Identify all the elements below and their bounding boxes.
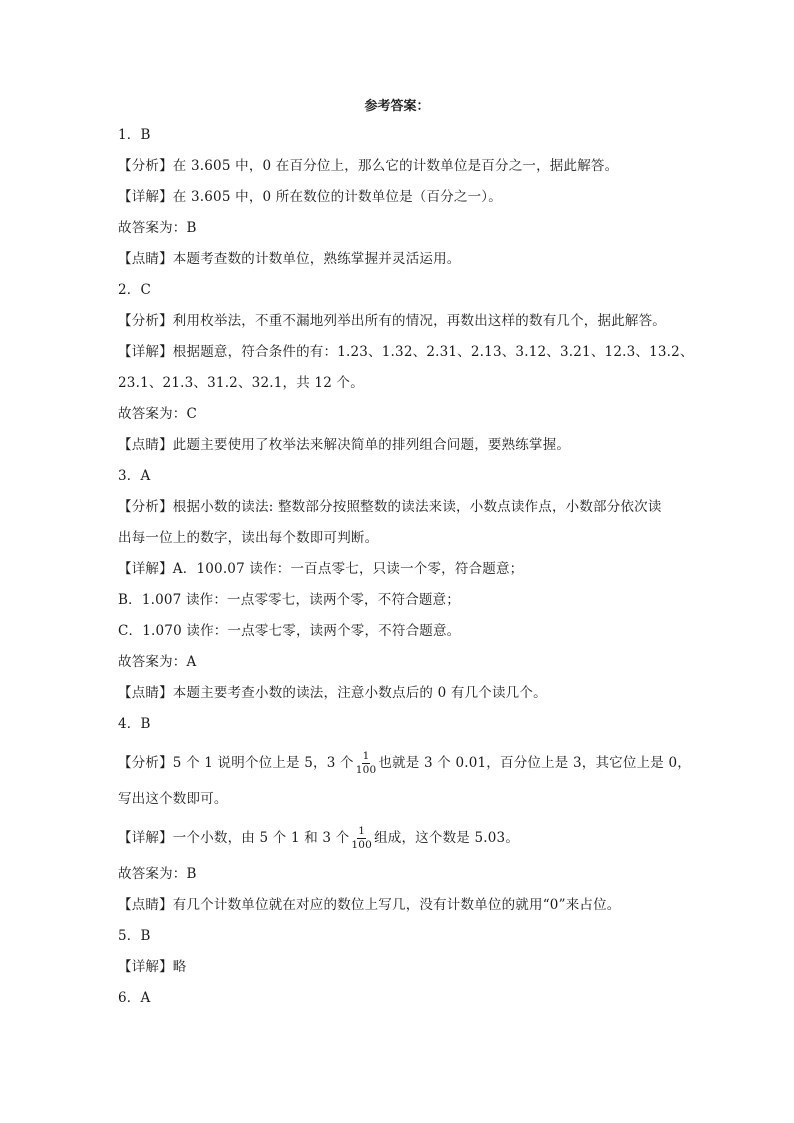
q2-comment: 【点睛】此题主要使用了枚举法来解决简单的排列组合问题，要熟练掌握。 xyxy=(118,437,571,453)
q4-analysis-line2: 写出这个数即可。 xyxy=(118,791,228,807)
q4-analysis-line1 xyxy=(118,740,691,784)
fraction-one-hundredth xyxy=(355,750,378,777)
q6-number: 6．A xyxy=(118,990,151,1006)
q3-comment: 【点睛】本题主要考查小数的读法，注意小数点后的 0 有几个读几个。 xyxy=(118,685,547,701)
q3-analysis-line1: 【分析】根据小数的读法: 整数部分按照整数的读法来读，小数点读作点，小数部分依次读 xyxy=(118,499,662,515)
q1-detail: 【详解】在 3.605 中，0 所在数位的计数单位是（百分之一）。 xyxy=(118,189,502,205)
q4-number: 4．B xyxy=(118,716,151,732)
fraction-numerator: 1 xyxy=(358,825,366,837)
q2-analysis: 【分析】利用枚举法，不重不漏地列举出所有的情况，再数出这样的数有几个，据此解答。 xyxy=(118,313,666,329)
q1-answer: 故答案为：B xyxy=(118,220,197,236)
q5-number: 5．B xyxy=(118,928,151,944)
page-title: 参考答案： xyxy=(364,99,430,114)
q4-answer: 故答案为：B xyxy=(118,866,197,882)
q1-analysis: 【分析】在 3.605 中，0 在百分位上，那么它的计数单位是百分之一，据此解答。 xyxy=(118,158,619,174)
fraction-numerator: 1 xyxy=(362,750,370,762)
q5-detail: 【详解】略 xyxy=(118,959,187,975)
q4-analysis-post: 也就是 3 个 0.01，百分位上是 3，其它位上是 0， xyxy=(378,755,691,771)
q3-detail-c: C．1.070 读作：一点零七零，读两个零，不符合题意。 xyxy=(118,623,461,639)
q3-analysis-line2: 出每一位上的数字，读出每个数即可判断。 xyxy=(118,530,379,546)
q3-number: 3．A xyxy=(118,468,151,484)
q3-answer: 故答案为：A xyxy=(118,654,197,670)
q2-number: 2．C xyxy=(118,282,152,298)
fraction-one-hundredth xyxy=(350,825,373,852)
q3-detail-a: 【详解】A．100.07 读作：一百点零七，只读一个零，符合题意； xyxy=(118,561,524,577)
q3-detail-b: B．1.007 读作：一点零零七，读两个零，不符合题意； xyxy=(118,592,460,608)
answer-body xyxy=(118,120,694,1014)
fraction-denominator: 100 xyxy=(355,764,377,776)
q2-detail-line2: 23.1、21.3、31.2、32.1，共 12 个。 xyxy=(118,375,364,391)
fraction-denominator: 100 xyxy=(351,839,373,851)
q2-answer: 故答案为：C xyxy=(118,406,198,422)
q4-detail-pre: 【详解】一个小数，由 5 个 1 和 3 个 xyxy=(118,830,350,846)
q4-analysis-pre: 【分析】5 个 1 说明个位上是 5，3 个 xyxy=(118,755,354,771)
q4-detail xyxy=(118,815,688,859)
q2-detail-line1: 【详解】根据题意，符合条件的有：1.23、1.32、2.31、2.13、3.12、3.21、12.3、13.2、 xyxy=(118,344,694,360)
q4-detail-post: 组成，这个数是 5.03。 xyxy=(374,830,520,846)
q4-comment: 【点睛】有几个计数单位就在对应的数位上写几，没有计数单位的就用“0”来占位。 xyxy=(118,897,621,913)
q1-number: 1．B xyxy=(118,127,151,143)
q1-comment: 【点睛】本题考查数的计数单位，熟练掌握并灵活运用。 xyxy=(118,251,461,267)
